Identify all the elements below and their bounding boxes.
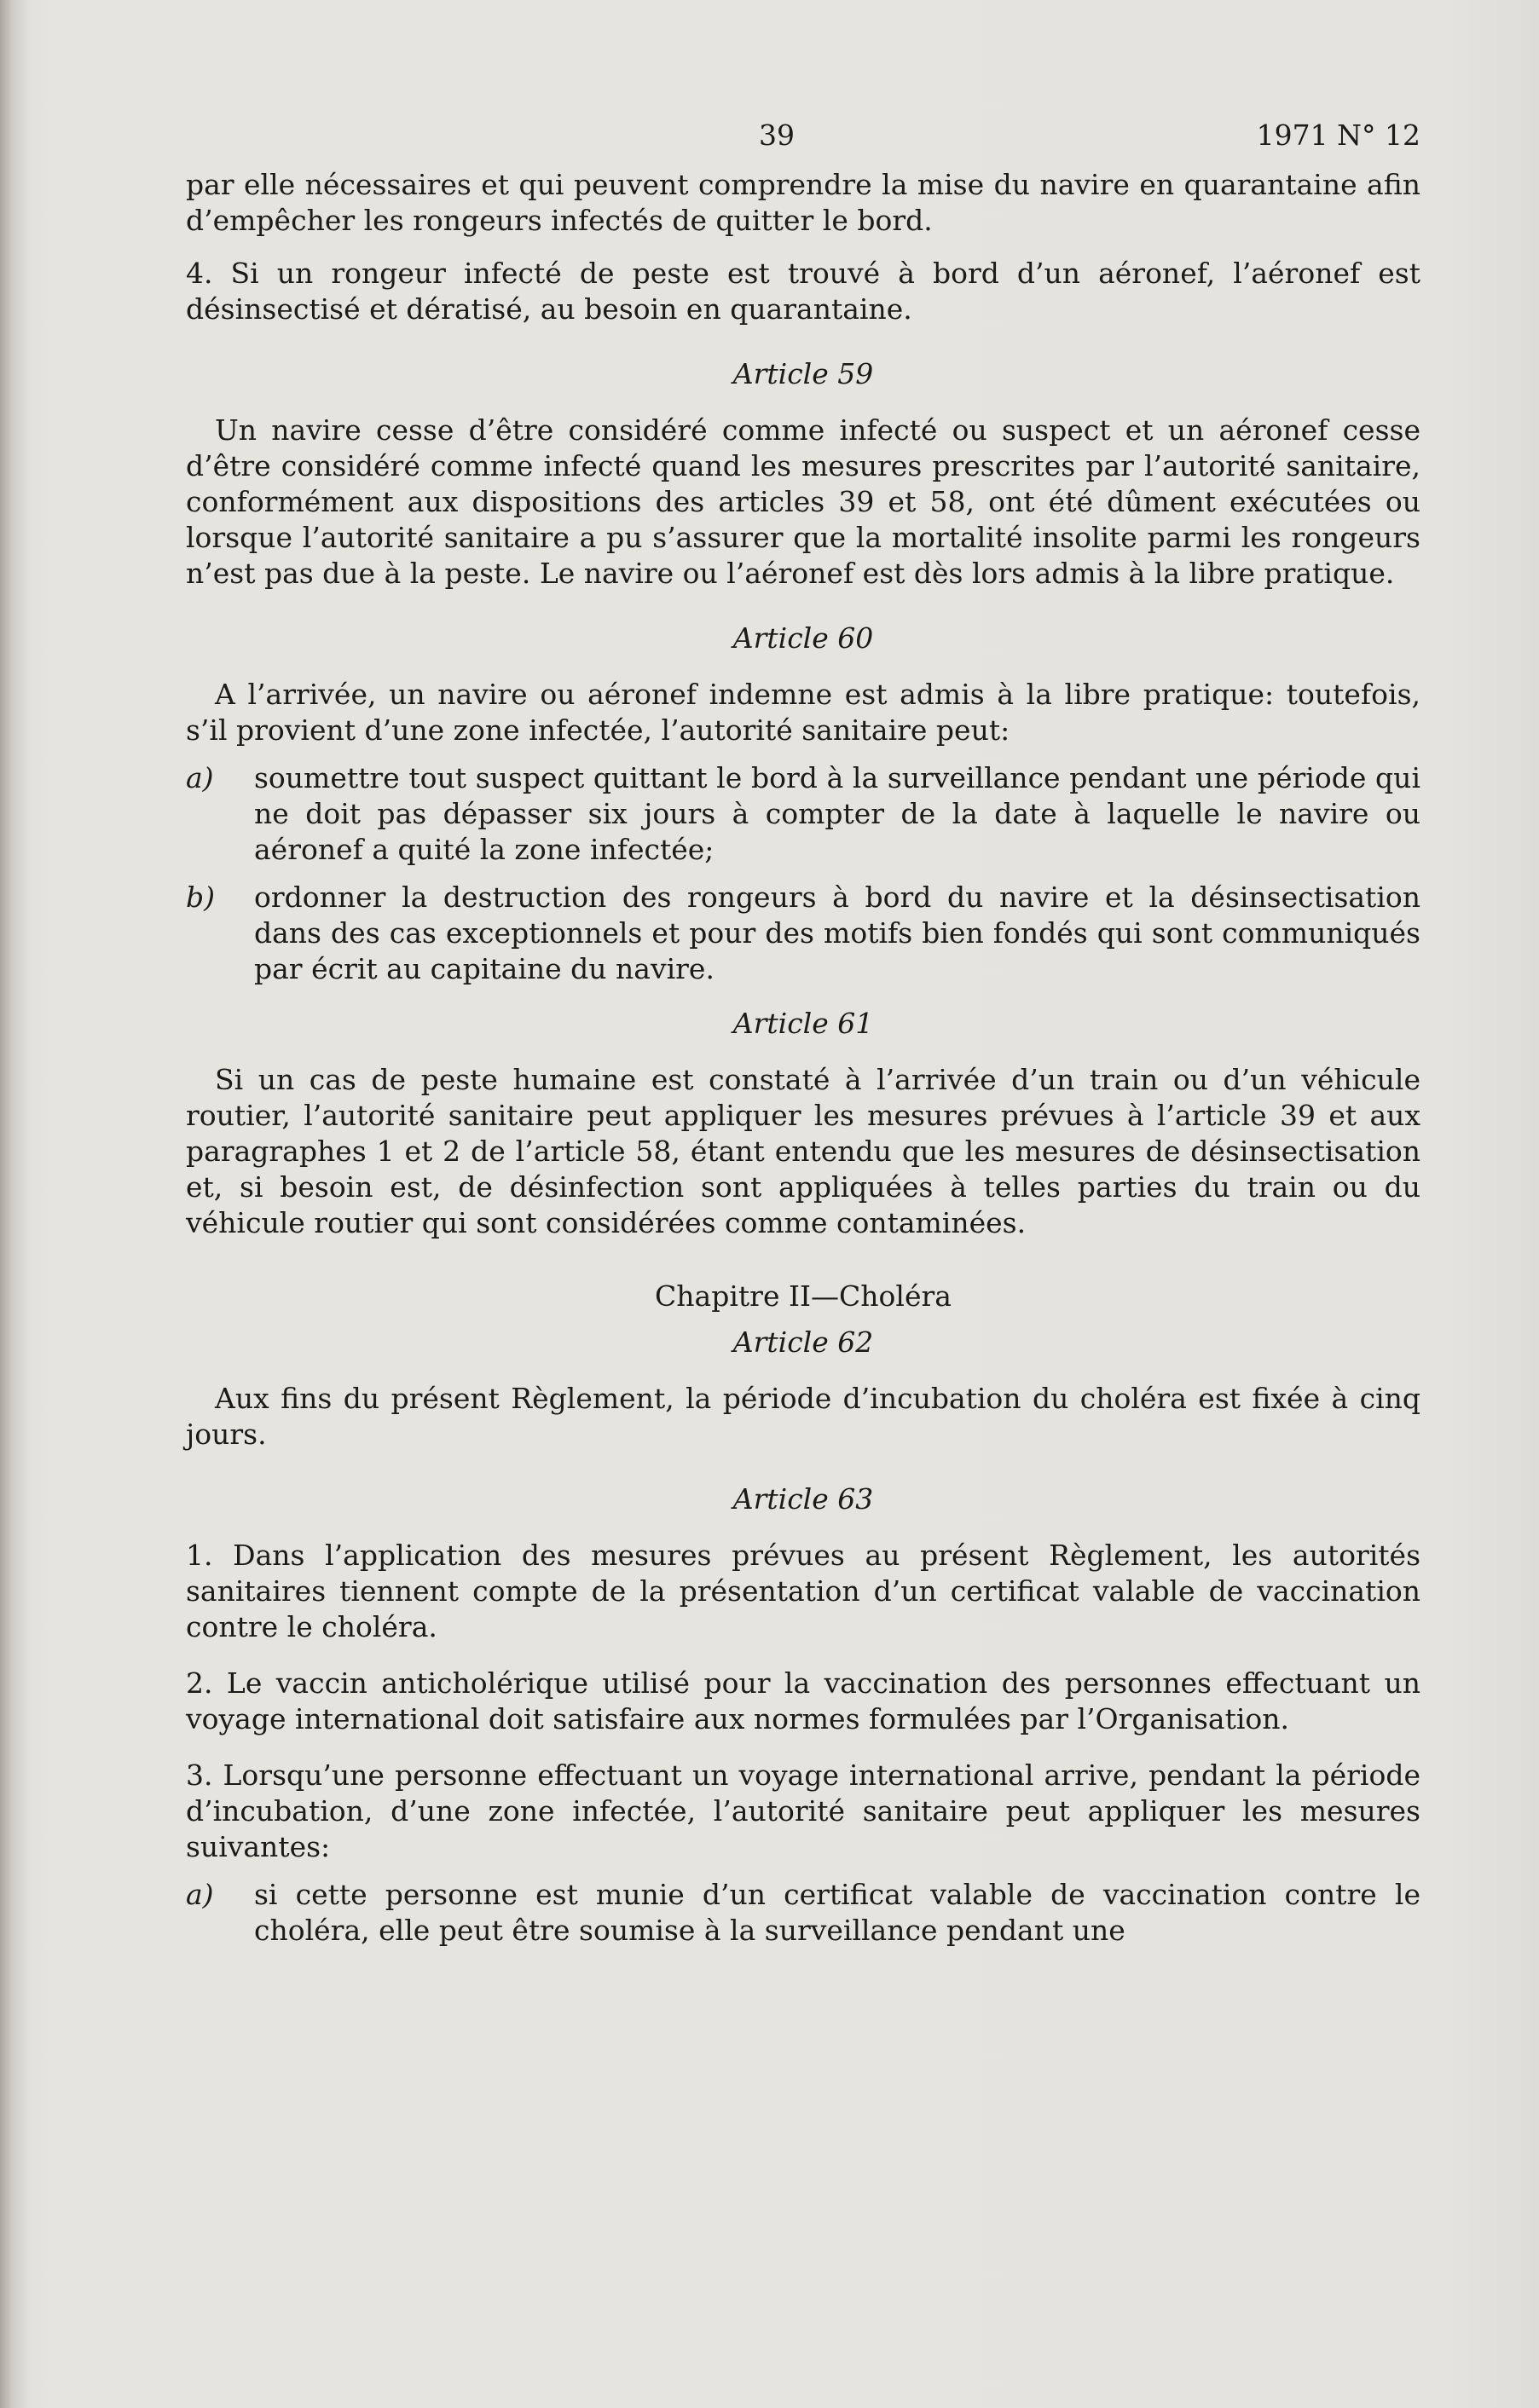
item-text: soumettre tout suspect quittant le bord à la surveillance pendant une période qui ne doit pas dépasser six jours à compter de la date à laquelle le navire ou aéronef a quité la zone infectée; (254, 761, 1420, 866)
item-label: a) (186, 761, 214, 794)
article-63-paragraph-3: 3. Lorsqu’une personne effectuant un voyage international arrive, pendant la période d’incubation, d’une zone infectée, l’autorité sanitaire peut appliquer les mesures suivantes: (186, 1758, 1420, 1863)
article-63-heading: Article 63 (732, 1482, 874, 1516)
article-63-paragraph-1: 1. Dans l’application des mesures prévues au présent Règlement, les autorités sanitaires tiennent compte de la présentation d’un certificat valable de vaccination contre le choléra. (186, 1539, 1420, 1643)
article-63-paragraph-2: 2. Le vaccin anticholérique utilisé pour la vaccination des personnes effectuant un voyage international doit satisfaire aux normes formulées par l’Organisation. (186, 1666, 1420, 1735)
continued-paragraph: par elle nécessaires et qui peuvent comprendre la mise du navire en quarantaine afin d’empêcher les rongeurs infectés de quitter le bord. (186, 168, 1420, 237)
item-label: a) (186, 1878, 214, 1911)
page-reference: 1971 N° 12 (1256, 118, 1420, 152)
article-59-text: Un navire cesse d’être considéré comme infecté ou suspect et un aéronef cesse d’être considéré comme infecté quand les mesures prescrites par l’autorité sanitaire, conformément aux dispositions des articles 39 et 58, ont été dûment exécutées ou lorsque l’autorité sanitaire a pu s’assurer que la mortalité insolite parmi les rongeurs n’est pas due à la peste. Le navire ou l’aéronef est dès lors admis à la libre pratique. (186, 413, 1420, 590)
paragraph-4: 4. Si un rongeur infecté de peste est trouvé à bord d’un aéronef, l’aéronef est désinsectisé et dératisé, au besoin en quarantaine. (186, 257, 1420, 326)
article-60-heading: Article 60 (732, 621, 874, 655)
article-62-text: Aux fins du présent Règlement, la période d’incubation du choléra est fixée à cinq jours. (186, 1382, 1420, 1451)
item-text: si cette personne est munie d’un certificat valable de vaccination contre le choléra, elle peut être soumise à la surveillance pendant une (254, 1878, 1420, 1947)
article-59-heading: Article 59 (732, 357, 874, 390)
article-60-item-b (186, 880, 1420, 987)
article-60-item-a (186, 760, 1420, 868)
article-60-text: A l’arrivée, un navire ou aéronef indemne est admis à la libre pratique: toutefois, s’il provient d’une zone infectée, l’autorité sanitaire peut: (186, 678, 1420, 747)
article-61-text: Si un cas de peste humaine est constaté à l’arrivée d’un train ou d’un véhicule routier, l’autorité sanitaire peut appliquer les mesures prévues à l’article 39 et aux paragraphes 1 et 2 de l’article 58, étant entendu que les mesures de désinsectisation et, si besoin est, de désinfection sont appliquées à telles parties du train ou du véhicule routier qui sont considérées comme contaminées. (186, 1063, 1420, 1239)
article-63-item-a (186, 1877, 1420, 1949)
item-label: b) (186, 881, 215, 914)
item-text: ordonner la destruction des rongeurs à bord du navire et la désinsectisation dans des cas exceptionnels et pour des motifs bien fondés qui sont communiqués par écrit au capitaine du navire. (254, 881, 1420, 985)
article-62-heading: Article 62 (732, 1325, 874, 1359)
chapter-heading: Chapitre II—Choléra (655, 1279, 952, 1313)
page-header (186, 111, 1420, 164)
article-61-heading: Article 61 (732, 1007, 874, 1040)
page-number: 39 (759, 118, 795, 152)
page-content (186, 111, 1420, 1949)
